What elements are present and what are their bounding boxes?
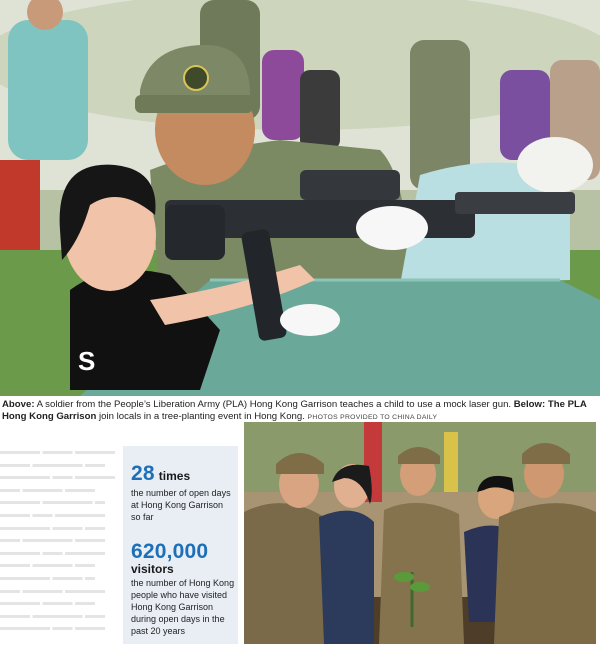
bystander-purple	[262, 50, 304, 140]
mock-gun-barrel	[455, 192, 575, 214]
white-cap	[517, 137, 593, 193]
stat-description: the number of Hong Kong people who have visited Hong Kong Garrison during open days in the past 20 years	[131, 578, 235, 636]
white-glove-left	[280, 304, 340, 336]
bystander-dark	[300, 70, 340, 150]
stat-open-days	[131, 462, 235, 523]
bottom-photo-illustration	[244, 422, 596, 644]
girl-body	[319, 511, 374, 644]
shirt-print: S	[78, 346, 96, 376]
sapling-leaf	[394, 572, 414, 582]
bottom-photo	[244, 422, 596, 644]
mock-gun-handle	[300, 170, 400, 200]
flag-yellow	[444, 432, 458, 492]
faded-text-column: ▬▬▬▬ ▬▬▬ ▬▬▬▬ ▬▬▬ ▬▬▬▬▬ ▬▬ ▬▬▬▬▬ ▬▬ ▬▬▬▬ ▬▬ ▬▬▬▬ ▬▬▬ ▬▬▬▬ ▬▬▬▬▬ ▬ ▬▬▬ ▬▬ ▬▬▬▬▬ ▬▬▬▬▬ ▬▬▬ ▬▬ ▬▬ ▬▬▬▬▬ ▬▬▬ ▬▬▬▬ ▬▬ ▬▬▬▬ ▬▬▬ ▬▬▬▬ ▬▬ ▬▬▬▬▬ ▬▬▬ ▬ ▬▬ ▬▬▬▬ ▬▬▬▬ ▬▬▬▬ ▬▬▬ ▬▬ ▬▬▬ ▬▬▬▬▬ ▬▬ ▬▬▬▬▬ ▬▬ ▬▬▬	[0, 446, 115, 634]
stat-unit: visitors	[131, 562, 174, 576]
soldier-middle-body	[379, 503, 464, 644]
soldier-right-body	[494, 503, 596, 644]
soldier-cap-brim	[135, 95, 253, 113]
caption-below-label: Below:	[513, 399, 546, 410]
stat-visitors	[131, 540, 235, 637]
stat-description: the number of open days at Hong Kong Garrison so far	[131, 488, 231, 522]
cap-badge-icon	[184, 66, 208, 90]
stat-unit: times	[158, 469, 191, 483]
red-bag	[0, 160, 40, 250]
stats-box	[123, 446, 238, 644]
white-glove-right	[356, 206, 428, 250]
caption-above-label: Above:	[2, 399, 35, 410]
stat-number: 28	[131, 462, 155, 485]
caption-above-text: A soldier from the People’s Liberation Army (PLA) Hong Kong Garrison teaches a child to use a mock laser gun.	[34, 399, 514, 410]
photo-caption	[2, 399, 598, 425]
caption-below-bold: The PLA Hong Kong Garrison	[2, 399, 587, 423]
photo-credit: PHOTOS PROVIDED TO CHINA DAILY	[307, 414, 438, 422]
bystander-left	[8, 20, 88, 160]
mock-gun-stock	[165, 205, 225, 260]
caption-below-text: join locals in a tree-planting event in Hong Kong.	[96, 411, 308, 423]
stat-number: 620,000	[131, 540, 209, 563]
sapling-leaf	[410, 582, 430, 592]
